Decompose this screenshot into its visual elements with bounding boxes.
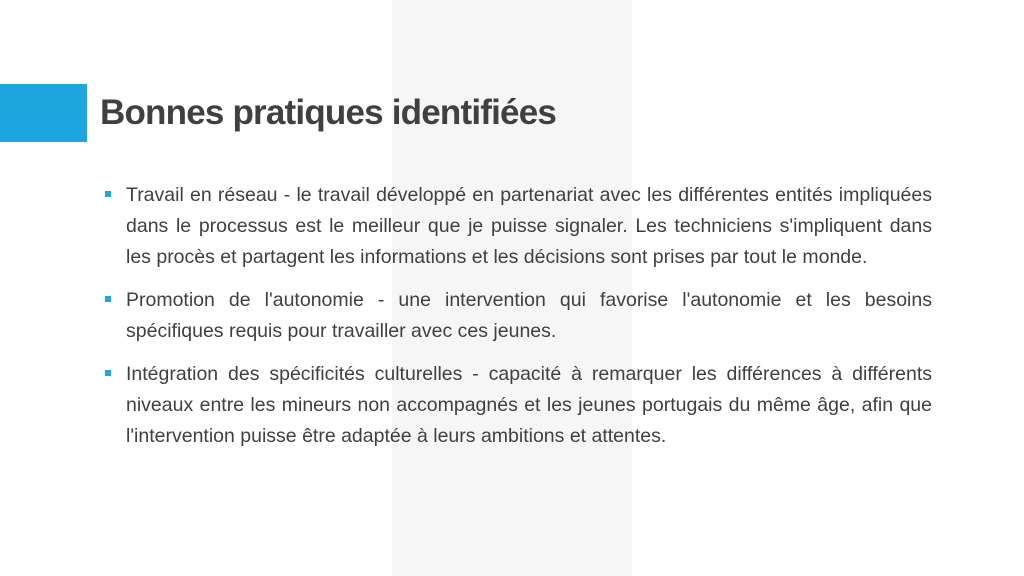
bullet-text: Intégration des spécificités culturelles - capacité à remarquer les différences à différents niveaux entre les mineurs non accompagnés et les jeunes portugais du même âge, afin que l'intervention puisse être adaptée à leurs ambitions et attentes.: [126, 363, 932, 447]
bullet-text: Promotion de l'autonomie - une intervention qui favorise l'autonomie et les besoins spécifiques requis pour travailler avec ces jeunes.: [126, 289, 932, 342]
slide-title: Bonnes pratiques identifiées: [100, 93, 557, 132]
square-bullet-icon: [105, 191, 111, 197]
bullet-list: [102, 180, 932, 464]
square-bullet-icon: [105, 370, 111, 376]
bullet-item: [102, 359, 932, 452]
bullet-text: Travail en réseau - le travail développé en partenariat avec les différentes entités impliquées dans le processus est le meilleur que je puisse signaler. Les techniciens s'impliquent dans les procès et partagent les informations et les décisions sont prises par tout le monde.: [126, 184, 932, 268]
square-bullet-icon: [105, 296, 111, 302]
bullet-item: [102, 180, 932, 273]
title-accent-bar: [0, 84, 87, 142]
bullet-item: [102, 285, 932, 347]
